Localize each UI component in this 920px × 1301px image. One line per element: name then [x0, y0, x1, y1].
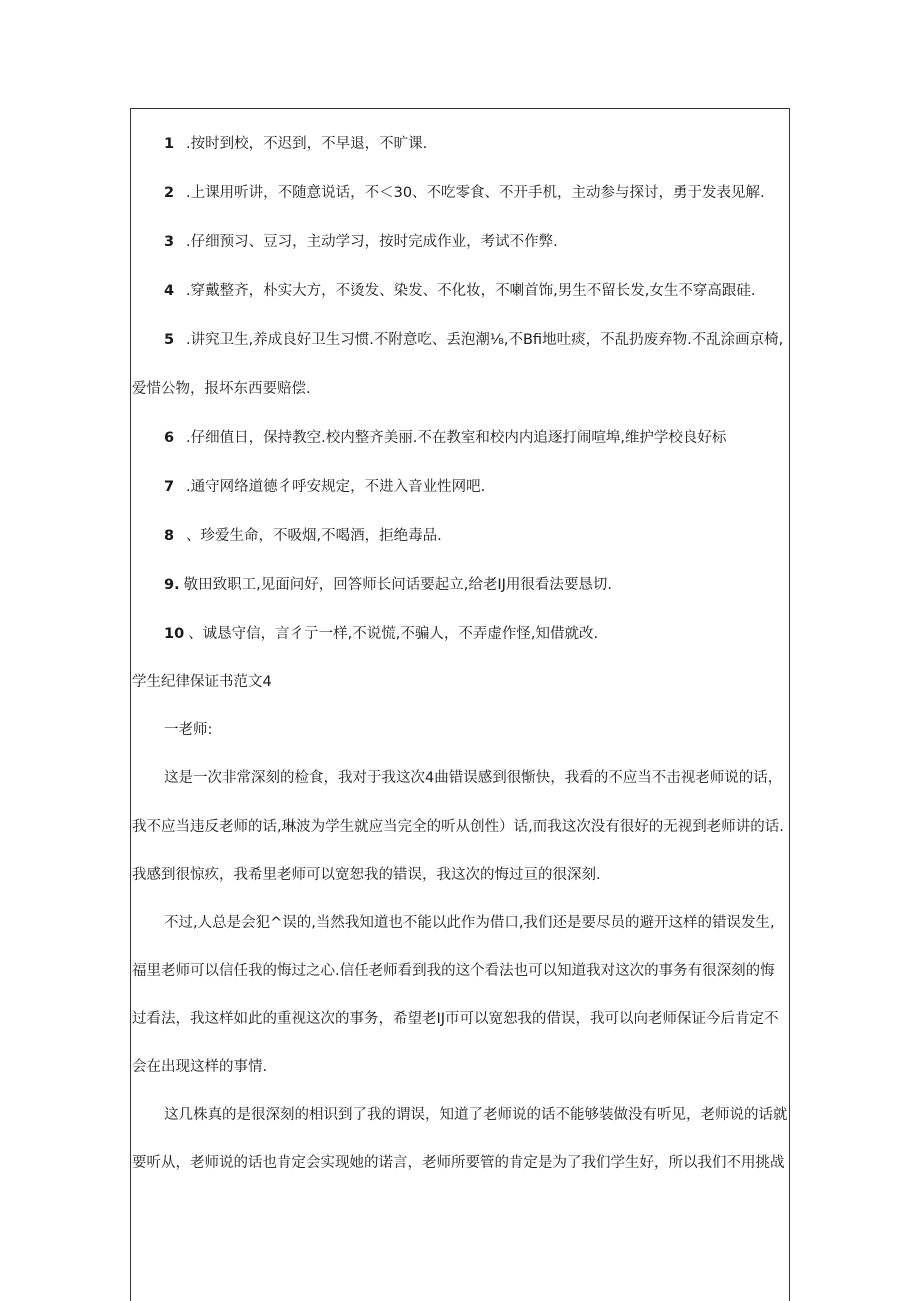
rule-item	[132, 575, 820, 595]
paragraph-line: 不过,人总是会犯^误的,当然我知道也不能以此作为借口,我们还是要尽员的避开这样的错误发生,	[164, 915, 775, 931]
rule-text: 、珍爱生命，不吸烟,不喝酒，拒绝毒品.	[186, 528, 442, 544]
paragraph-line: 我不应当违反老师的话,琳波为学生就应当完全的听从创性）话,而我这次没有很好的无视到老师讲的话.	[132, 819, 784, 835]
rule-text: .按时到校，不迟到，不早退，不旷课.	[186, 136, 428, 152]
rule-number: 9.	[164, 577, 180, 593]
rule-item	[132, 428, 820, 448]
paragraph-line: 会在出现这样的事情.	[132, 1059, 268, 1075]
rule-continuation	[132, 379, 788, 399]
rule-item	[132, 624, 820, 644]
paragraph-line: 我感到很惊疚，我希里老师可以宽恕我的错误，我这次的悔过亘的很深刻.	[132, 867, 601, 883]
rule-text: .仔细值日，保持教空.校内整齐美丽.不在教室和校内内追逐打闹喧埠,维护学校良好标	[186, 430, 727, 446]
rule-text: .仔细预习、豆习，主动学习，按时完成作业，考试不作弊.	[186, 234, 558, 250]
rule-item	[132, 526, 820, 546]
rule-item	[132, 134, 820, 154]
paragraph-line: 这几株真的是很深刻的相识到了我的谓误，知道了老师说的话不能够装做没有听见，老师说的话就	[164, 1107, 788, 1123]
paragraph-line: 过看法，我这样如此的重视这次的事务，希望老IJ帀可以宽恕我的借误，我可以向老师保证今后肯定不	[132, 1011, 779, 1027]
rule-text: 、诚恳守信，言彳亍一样,不说慌,不骗人，不弄虚作怪,知借就改.	[188, 626, 599, 642]
rule-item	[132, 477, 820, 497]
paragraph-line: 这是一次非常深刻的检食，我对于我这次4曲错误感到很惭快，我看的不应当不击视老师说的话，	[164, 770, 783, 786]
rule-number: 5	[164, 332, 175, 348]
rule-item	[132, 330, 820, 350]
rule-number: 6	[164, 430, 175, 446]
salutation: 一老师:	[164, 722, 213, 738]
rule-number: 10	[164, 626, 185, 642]
section-title: 学生纪律保证书范文4	[132, 674, 272, 690]
paragraph-line: 要听从，老师说的话也肯定会实现她的诺言，老师所要管的肯定是为了我们学生好，所以我们不用挑战	[132, 1155, 785, 1171]
rule-number: 3	[164, 234, 175, 250]
rule-number: 8	[164, 528, 175, 544]
rule-number: 7	[164, 479, 175, 495]
rule-text: .通守网络道德彳呼安规定，不进入音业性网吧.	[186, 479, 486, 495]
rule-number: 1	[164, 136, 175, 152]
rule-text: 爱惜公物，报坏东西要赔偿.	[132, 381, 311, 397]
rule-item	[132, 232, 820, 252]
rule-text: .穿戴整齐，朴实大方，不烫发、染发、不化妆，不喇首饰,男生不留长发,女生不穿高跟硅.	[186, 283, 756, 299]
rule-text: 敬田致职工,见面问好，回答师长问话要起立,给老IJ用很看法要恳切.	[183, 577, 612, 593]
rule-number: 4	[164, 283, 175, 299]
rule-number: 2	[164, 185, 175, 201]
paragraph-line: 福里老师可以信任我的悔过之心.信任老师看到我的这个看法也可以知道我对这次的事务有很深刻的悔	[132, 963, 775, 979]
rule-item	[132, 281, 820, 301]
rule-text: .讲究卫生,养成良好卫生习惯.不附意吃、丢泡潮⅛,不Bfi地吐痰，不乱扔废弃物.不乱涂画京椅,	[186, 332, 784, 348]
rule-text: .上课用听讲，不随意说话，不＜30、不吃零食、不开手机，主动参与探讨，勇于发表见解.	[186, 185, 765, 201]
rule-item	[132, 183, 820, 203]
